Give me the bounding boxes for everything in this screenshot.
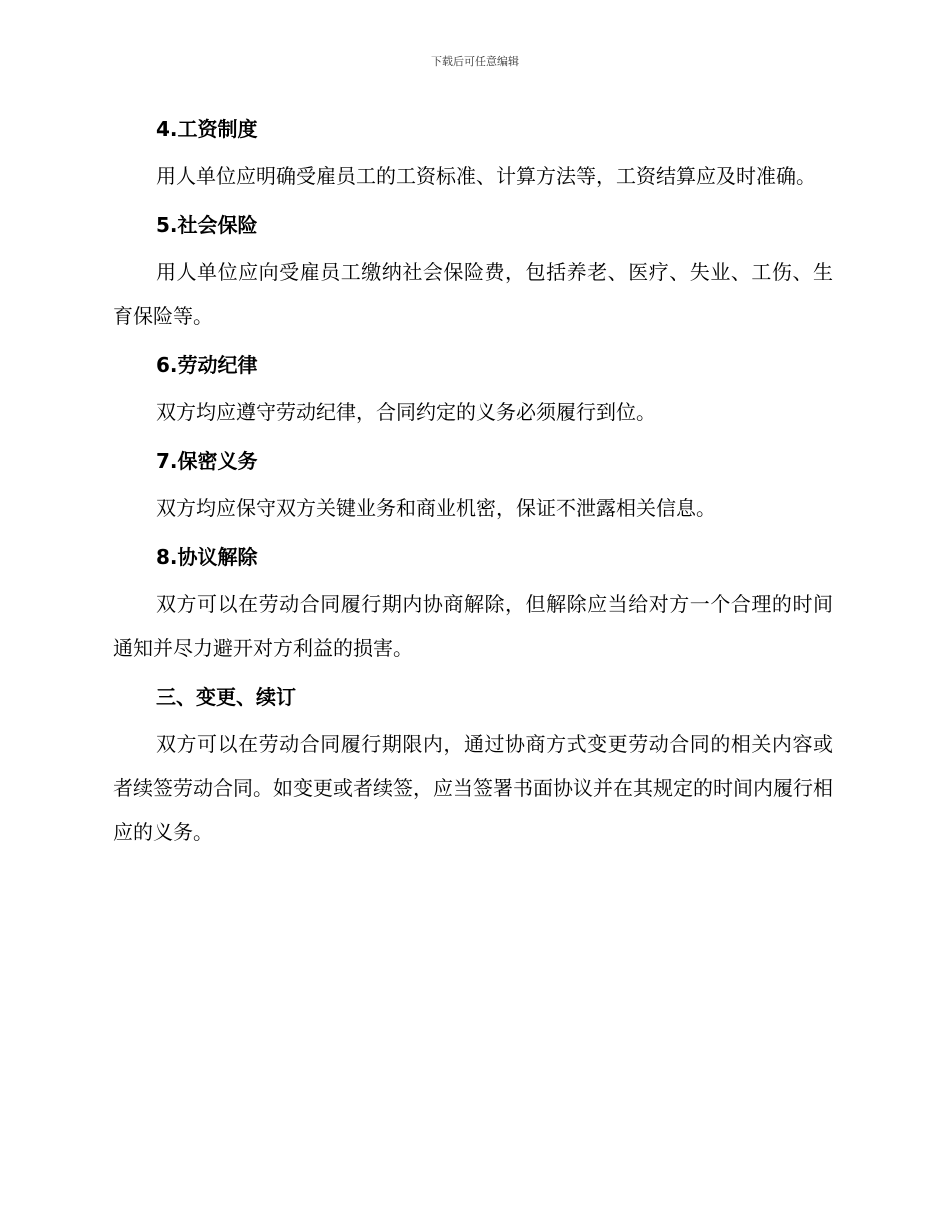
section-body-labor-discipline: 双方均应遵守劳动纪律，合同约定的义务必须履行到位。 [156, 400, 656, 424]
section-body-wage-system: 用人单位应明确受雇员工的工资标准、计算方法等，工资结算应及时准确。 [156, 164, 816, 188]
document-body [113, 112, 833, 854]
page-header: 下载后可任意编辑 [431, 55, 519, 68]
section-heading-termination: 8.协议解除 [156, 545, 258, 569]
section-body-change-renewal: 双方可以在劳动合同履行期限内，通过协商方式变更劳动合同的相关内容或者续签劳动合同。如变更或者续签，应当签署书面协议并在其规定的时间内履行相应的义务。 [113, 732, 833, 844]
section-body-termination: 双方可以在劳动合同履行期内协商解除，但解除应当给对方一个合理的时间通知并尽力避开对方利益的损害。 [113, 592, 833, 660]
section-heading-change-renewal: 三、变更、续订 [156, 685, 296, 709]
section-heading-confidentiality: 7.保密义务 [156, 449, 258, 473]
section-body-confidentiality: 双方均应保守双方关键业务和商业机密，保证不泄露相关信息。 [156, 496, 716, 520]
section-heading-wage-system: 4.工资制度 [156, 117, 258, 141]
section-heading-labor-discipline: 6.劳动纪律 [156, 353, 258, 377]
section-body-social-insurance: 用人单位应向受雇员工缴纳社会保险费，包括养老、医疗、失业、工伤、生育保险等。 [113, 260, 833, 328]
section-heading-social-insurance: 5.社会保险 [156, 213, 258, 237]
